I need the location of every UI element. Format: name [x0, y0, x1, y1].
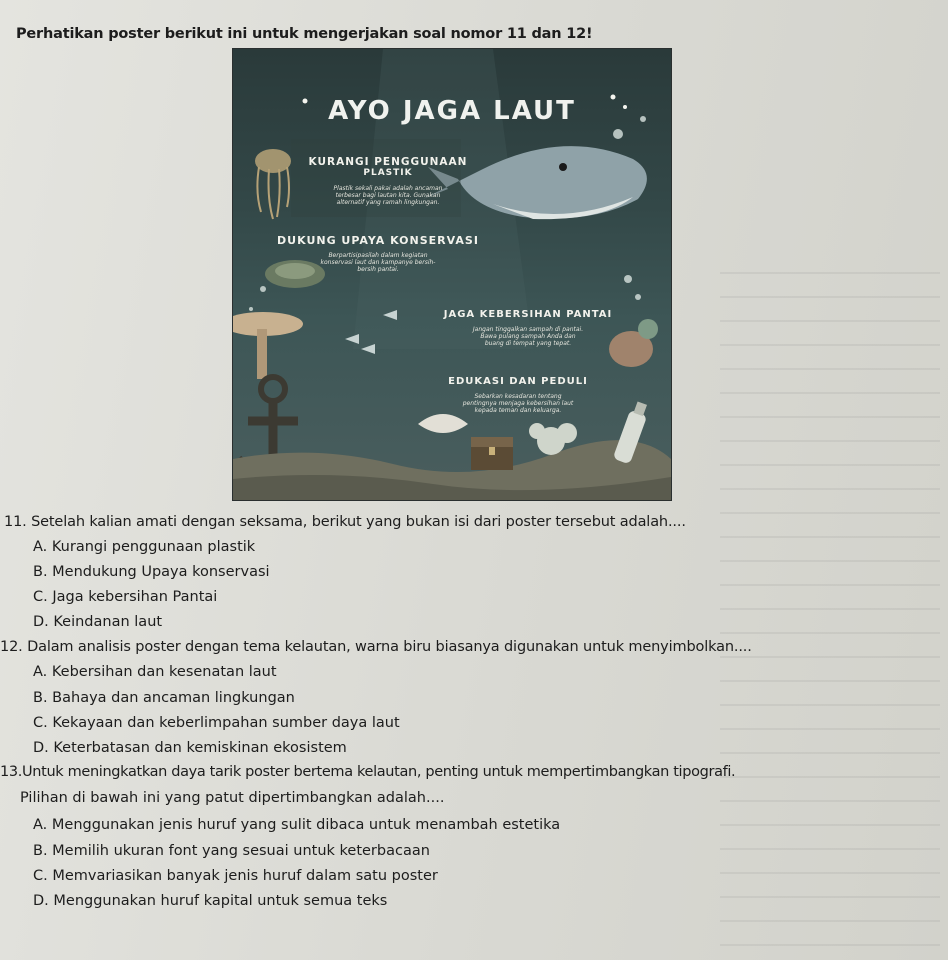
poster-title: AYO JAGA LAUT: [328, 96, 576, 126]
question-12: 12. Dalam analisis poster dengan tema kelautan, warna biru biasanya digunakan untuk menyimbolkan....: [0, 639, 752, 655]
q11-option-c[interactable]: C. Jaga kebersihan Pantai: [33, 589, 218, 605]
poster-body-plastik-3: alternatif yang ramah lingkungan.: [336, 199, 440, 206]
poster-body-pantai-2: Bawa pulang sampah Anda dan: [480, 333, 576, 340]
q12-option-a[interactable]: A. Kebersihan dan kesenatan laut: [33, 664, 277, 680]
q11-option-a[interactable]: A. Kurangi penggunaan plastik: [33, 539, 256, 555]
question-13: 13.Untuk meningkatkan daya tarik poster bertema kelautan, penting untuk mempertimbangkan tipografi.: [0, 764, 736, 780]
q12-option-d[interactable]: D. Keterbatasan dan kemiskinan ekosistem: [33, 740, 347, 756]
poster-body-edukasi-3: kepada teman dan keluarga.: [474, 407, 562, 414]
poster-body-pantai-1: Jangan tinggalkan sampah di pantai.: [472, 326, 584, 333]
poster-body-konservasi-3: bersih pantai.: [357, 266, 399, 273]
q12-option-c[interactable]: C. Kekayaan dan keberlimpahan sumber daya laut: [33, 715, 400, 731]
poster-body-edukasi-2: pentingnya menjaga kebersihan laut: [462, 400, 574, 407]
q13-option-a[interactable]: A. Menggunakan jenis huruf yang sulit dibaca untuk menambah estetika: [33, 817, 561, 833]
poster-heading-plastik-2: PLASTIK: [363, 168, 413, 178]
poster-body-konservasi-1: Berpartisipasilah dalam kegiatan: [328, 252, 428, 259]
q12-option-b[interactable]: B. Bahaya dan ancaman lingkungan: [33, 690, 295, 706]
treasure-chest-illustration: [471, 437, 513, 470]
q11-option-b[interactable]: B. Mendukung Upaya konservasi: [33, 564, 270, 580]
question-13-line2: Pilihan di bawah ini yang patut dipertimbangkan adalah....: [20, 790, 445, 806]
q11-option-d[interactable]: D. Keindanan laut: [33, 614, 163, 630]
poster-heading-konservasi: DUKUNG UPAYA KONSERVASI: [277, 234, 479, 247]
poster-body-plastik-2: terbesar bagi lautan kita. Gunakan: [335, 192, 441, 199]
q13-option-c[interactable]: C. Memvariasikan banyak jenis huruf dalam satu poster: [33, 868, 438, 884]
instruction-text: Perhatikan poster berikut ini untuk mengerjakan soal nomor 11 dan 12!: [16, 26, 593, 42]
question-11: 11. Setelah kalian amati dengan seksama, berikut yang bukan isi dari poster tersebut adalah....: [4, 514, 686, 530]
ocean-poster: [233, 49, 671, 500]
poster-heading-pantai: JAGA KEBERSIHAN PANTAI: [443, 309, 613, 320]
q13-option-d[interactable]: D. Menggunakan huruf kapital untuk semua teks: [33, 893, 388, 909]
poster-body-plastik-1: Plastik sekali pakai adalah ancaman: [333, 185, 443, 192]
bleed-through-texture: [720, 250, 940, 950]
poster-heading-edukasi: EDUKASI DAN PEDULI: [448, 376, 588, 387]
poster-body-edukasi-1: Sebarkan kesadaran tentang: [474, 393, 562, 400]
poster-heading-plastik: KURANGI PENGGUNAAN: [308, 156, 468, 168]
poster-body-konservasi-2: konservasi laut dan kampanye bersih-: [320, 259, 436, 266]
q13-option-b[interactable]: B. Memilih ukuran font yang sesuai untuk keterbacaan: [33, 843, 430, 859]
poster-body-pantai-3: buang di tempat yang tepat.: [484, 340, 572, 347]
